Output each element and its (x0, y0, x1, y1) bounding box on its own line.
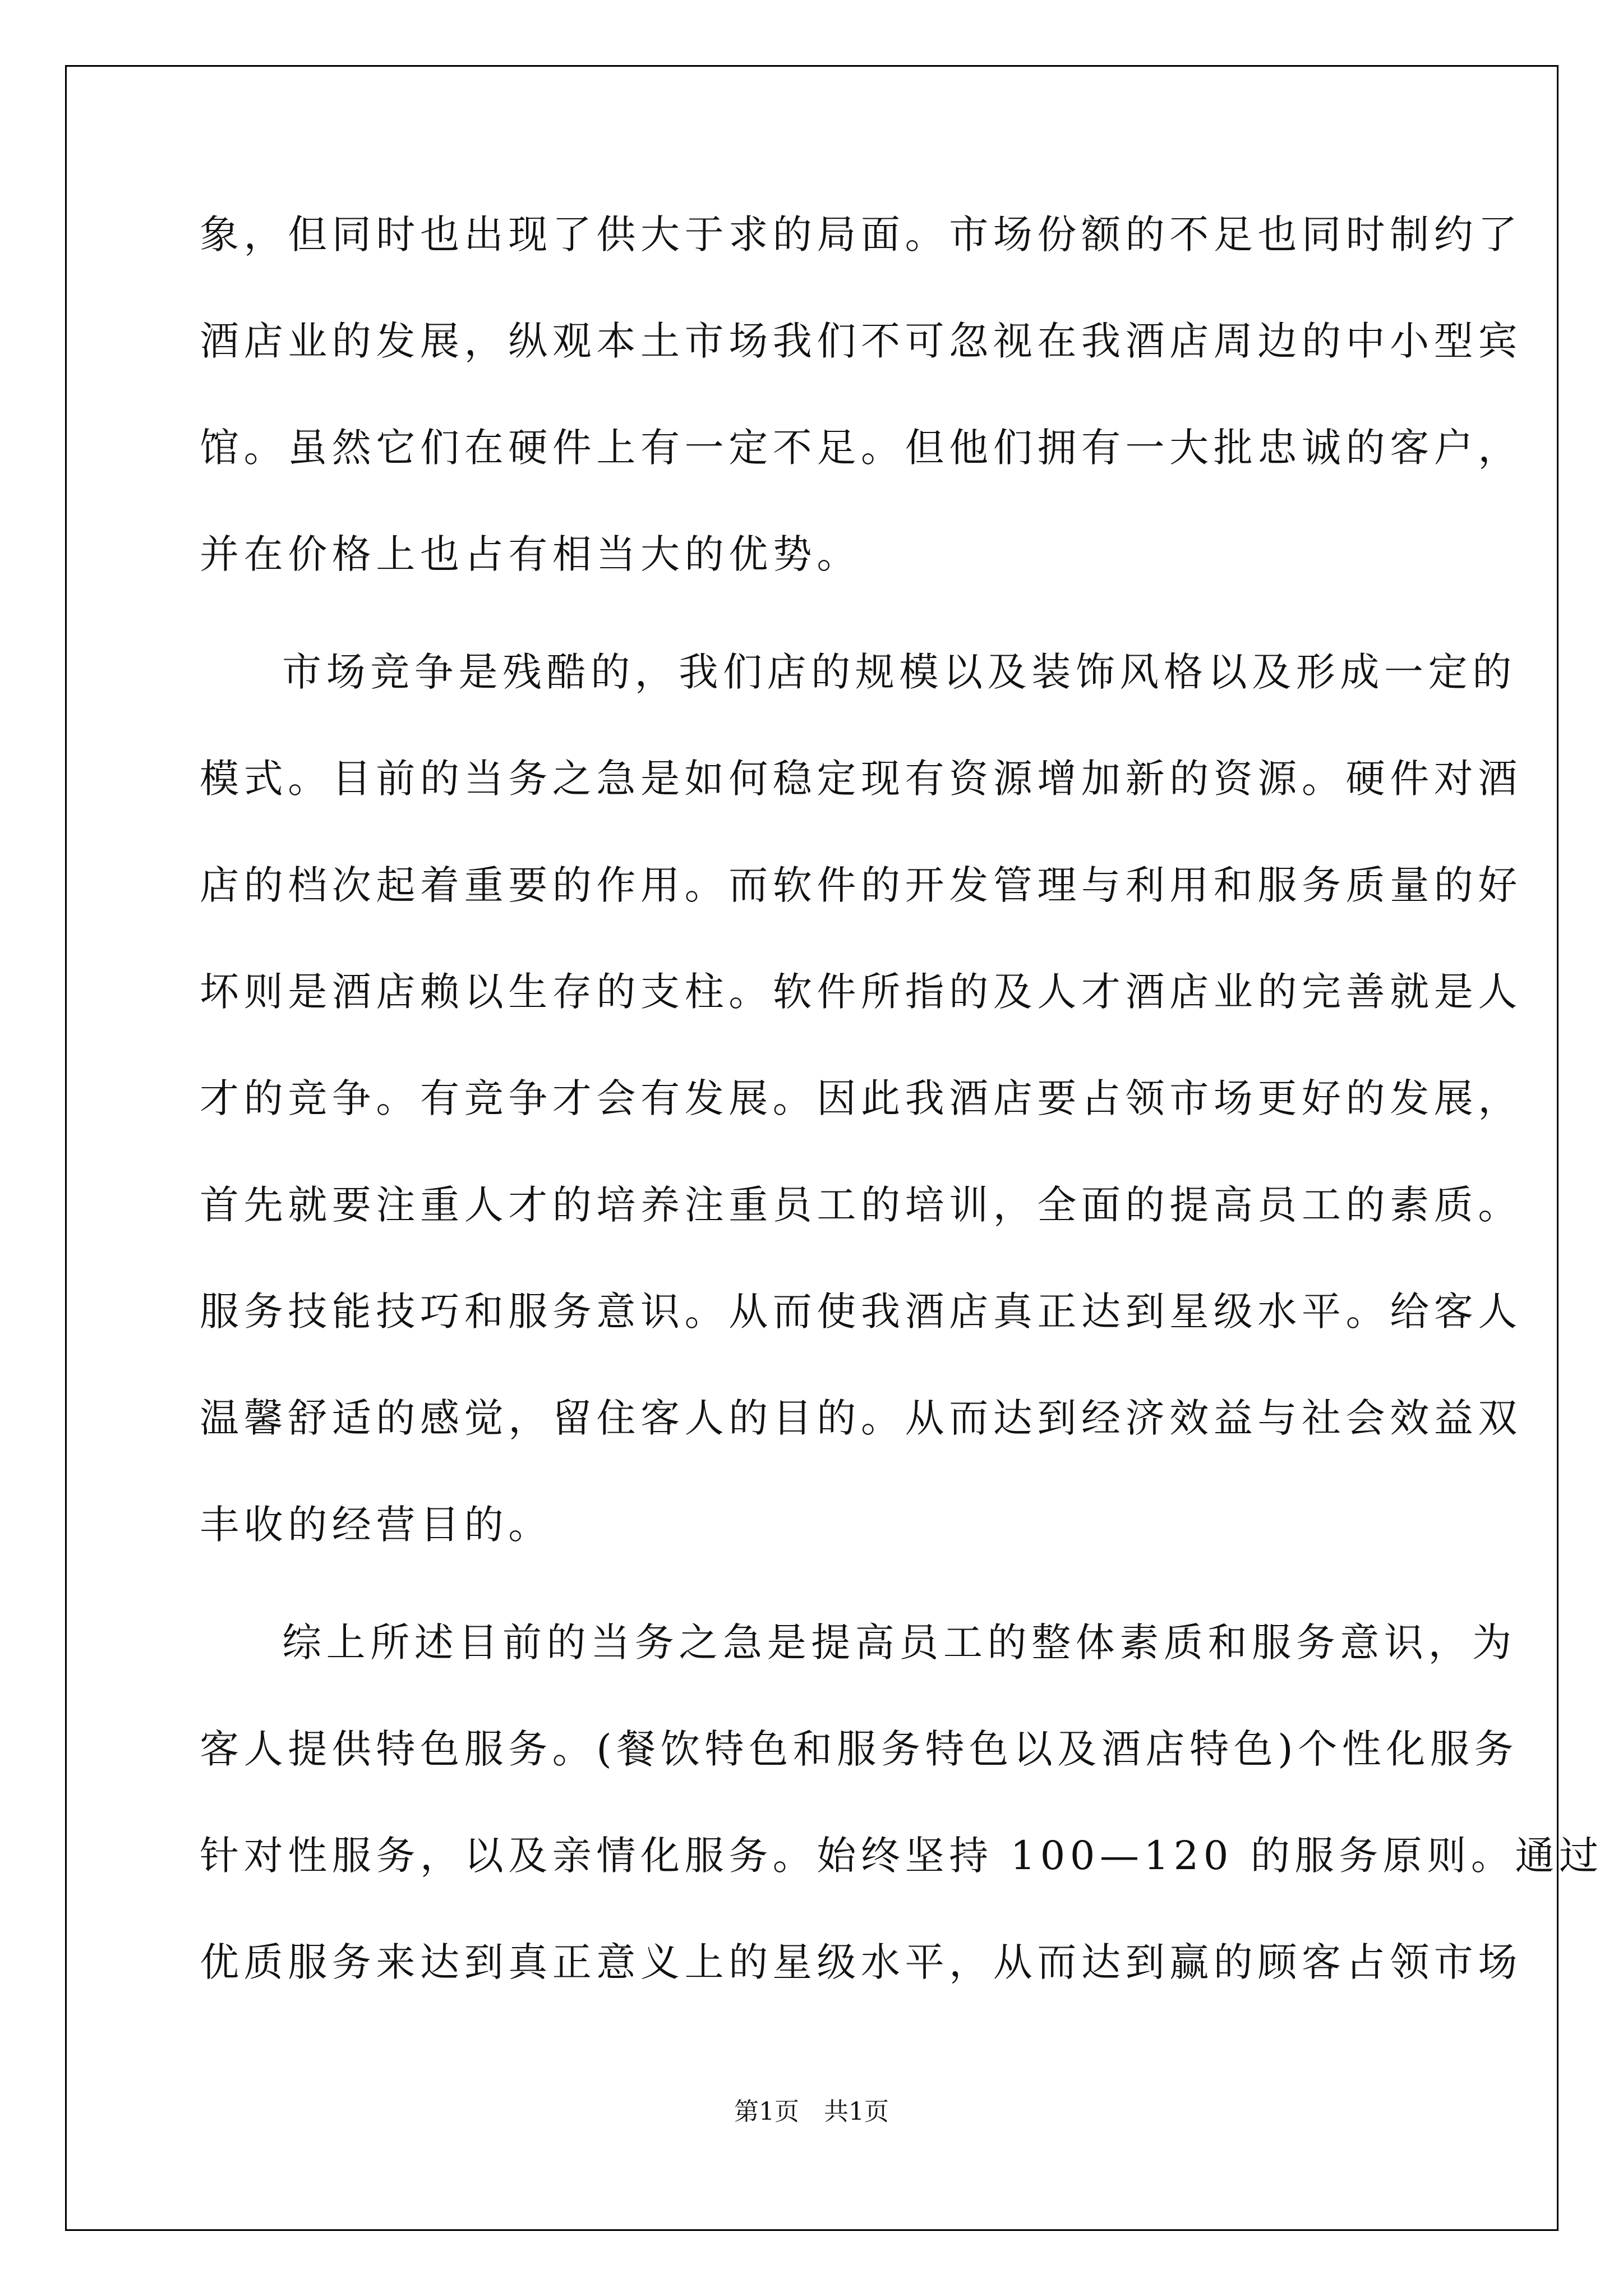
text-line: 丰收的经营目的。 (200, 1502, 552, 1548)
text-line: 店的档次起着重要的作用。而软件的开发管理与利用和服务质量的好 (200, 862, 1522, 908)
text-line: 服务技能技巧和服务意识。从而使我酒店真正达到星级水平。给客人 (200, 1289, 1522, 1335)
text-line: 客人提供特色服务。(餐饮特色和服务特色以及酒店特色)个性化服务 (200, 1726, 1519, 1772)
page-border (65, 65, 1559, 2231)
text-line: 馆。虽然它们在硬件上有一定不足。但他们拥有一大批忠诚的客户， (200, 425, 1522, 471)
page-number: 第1页 共1页 (734, 2097, 889, 2126)
text-line: 酒店业的发展，纵观本土市场我们不可忽视在我酒店周边的中小型宾 (200, 318, 1522, 364)
text-line: 市场竞争是残酷的，我们店的规模以及装饰风格以及形成一定的 (282, 649, 1516, 695)
text-line: 综上所述目前的当务之急是提高员工的整体素质和服务意识，为 (282, 1619, 1516, 1665)
text-line: 针对性服务，以及亲情化服务。始终坚持 100—120 的服务原则。通过 (200, 1833, 1603, 1879)
text-line: 并在价格上也占有相当大的优势。 (200, 531, 861, 577)
text-line: 象，但同时也出现了供大于求的局面。市场份额的不足也同时制约了 (200, 211, 1522, 257)
text-line: 模式。目前的当务之急是如何稳定现有资源增加新的资源。硬件对酒 (200, 756, 1522, 802)
text-line: 坏则是酒店赖以生存的支柱。软件所指的及人才酒店业的完善就是人 (200, 969, 1522, 1015)
text-line: 优质服务来达到真正意义上的星级水平，从而达到赢的顾客占领市场 (200, 1939, 1522, 1985)
text-line: 才的竞争。有竞争才会有发展。因此我酒店要占领市场更好的发展， (200, 1075, 1522, 1121)
text-line: 温馨舒适的感觉，留住客人的目的。从而达到经济效益与社会效益双 (200, 1395, 1522, 1441)
text-line: 首先就要注重人才的培养注重员工的培训，全面的提高员工的素质。 (200, 1182, 1522, 1228)
